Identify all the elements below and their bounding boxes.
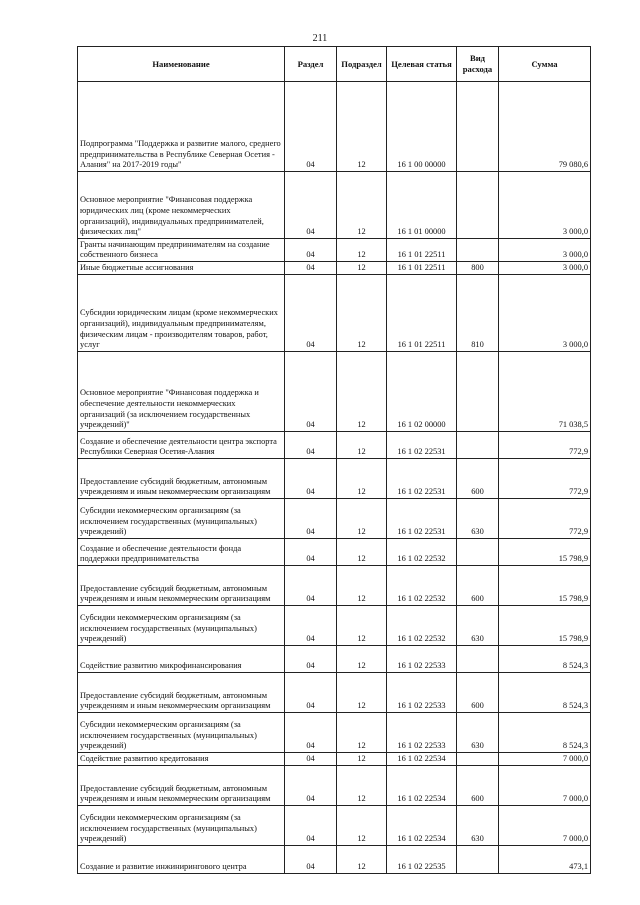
cell-sum: 79 080,6 (499, 82, 591, 172)
cell-razdel: 04 (285, 753, 337, 766)
cell-razdel: 04 (285, 673, 337, 713)
cell-sum: 772,9 (499, 459, 591, 499)
table-header-row (78, 47, 591, 82)
table-row (78, 753, 591, 766)
cell-razdel: 04 (285, 806, 337, 846)
cell-target-article: 16 1 02 22532 (387, 539, 457, 566)
cell-target-article: 16 1 01 22511 (387, 262, 457, 275)
cell-sum: 772,9 (499, 499, 591, 539)
cell-podrazdel: 12 (337, 766, 387, 806)
cell-razdel: 04 (285, 172, 337, 239)
header-name: Наименование (78, 47, 285, 82)
cell-target-article: 16 1 02 22531 (387, 432, 457, 459)
cell-razdel: 04 (285, 646, 337, 673)
cell-target-article: 16 1 02 22535 (387, 846, 457, 874)
cell-target-article: 16 1 02 22533 (387, 713, 457, 753)
table-row (78, 459, 591, 499)
cell-name: Предоставление субсидий бюджетным, автономным учреждениям и иным некоммерческим организациям (78, 766, 285, 806)
cell-podrazdel: 12 (337, 646, 387, 673)
table-row (78, 646, 591, 673)
cell-target-article: 16 1 02 22534 (387, 766, 457, 806)
cell-expense-type: 810 (457, 275, 499, 352)
cell-name: Иные бюджетные ассигнования (78, 262, 285, 275)
cell-podrazdel: 12 (337, 606, 387, 646)
cell-expense-type (457, 753, 499, 766)
cell-expense-type: 600 (457, 566, 499, 606)
cell-target-article: 16 1 02 22532 (387, 566, 457, 606)
cell-target-article: 16 1 00 00000 (387, 82, 457, 172)
cell-target-article: 16 1 02 00000 (387, 352, 457, 432)
cell-expense-type (457, 646, 499, 673)
page-number: 211 (312, 33, 328, 44)
cell-expense-type (457, 846, 499, 874)
table-row (78, 262, 591, 275)
header-sum: Сумма (499, 47, 591, 82)
cell-podrazdel: 12 (337, 352, 387, 432)
cell-target-article: 16 1 02 22532 (387, 606, 457, 646)
table-row (78, 566, 591, 606)
cell-expense-type (457, 82, 499, 172)
cell-podrazdel: 12 (337, 539, 387, 566)
cell-name: Гранты начинающим предпринимателям на создание собственного бизнеса (78, 239, 285, 262)
cell-expense-type: 630 (457, 499, 499, 539)
table-row (78, 766, 591, 806)
cell-name: Содействие развитию кредитования (78, 753, 285, 766)
table-row (78, 673, 591, 713)
cell-podrazdel: 12 (337, 172, 387, 239)
table-row (78, 846, 591, 874)
cell-name: Создание и обеспечение деятельности центра экспорта Республики Северная Осетия-Алания (78, 432, 285, 459)
cell-name: Создание и обеспечение деятельности фонда поддержки предпринимательства (78, 539, 285, 566)
cell-podrazdel: 12 (337, 806, 387, 846)
cell-razdel: 04 (285, 499, 337, 539)
cell-razdel: 04 (285, 846, 337, 874)
cell-razdel: 04 (285, 459, 337, 499)
cell-sum: 7 000,0 (499, 806, 591, 846)
cell-target-article: 16 1 02 22533 (387, 673, 457, 713)
cell-razdel: 04 (285, 606, 337, 646)
cell-razdel: 04 (285, 82, 337, 172)
cell-expense-type: 600 (457, 673, 499, 713)
cell-name: Предоставление субсидий бюджетным, автономным учреждениям и иным некоммерческим организациям (78, 673, 285, 713)
cell-sum: 3 000,0 (499, 275, 591, 352)
cell-sum: 15 798,9 (499, 539, 591, 566)
cell-target-article: 16 1 01 22511 (387, 275, 457, 352)
table-row (78, 432, 591, 459)
cell-target-article: 16 1 01 22511 (387, 239, 457, 262)
cell-expense-type (457, 172, 499, 239)
cell-podrazdel: 12 (337, 432, 387, 459)
table-row (78, 239, 591, 262)
cell-expense-type: 630 (457, 606, 499, 646)
cell-name: Подпрограмма "Поддержка и развитие малого, среднего предпринимательства в Республике Северная Осетия - Алания" на 2017-2019 годы" (78, 82, 285, 172)
cell-razdel: 04 (285, 713, 337, 753)
table-row (78, 713, 591, 753)
cell-razdel: 04 (285, 766, 337, 806)
cell-sum: 7 000,0 (499, 766, 591, 806)
table-row (78, 275, 591, 352)
cell-sum: 71 038,5 (499, 352, 591, 432)
cell-razdel: 04 (285, 566, 337, 606)
table-row (78, 352, 591, 432)
header-podrazdel: Подраздел (337, 47, 387, 82)
cell-target-article: 16 1 02 22534 (387, 753, 457, 766)
cell-podrazdel: 12 (337, 239, 387, 262)
cell-podrazdel: 12 (337, 82, 387, 172)
cell-name: Содействие развитию микрофинансирования (78, 646, 285, 673)
cell-name: Предоставление субсидий бюджетным, автономным учреждениям и иным некоммерческим организациям (78, 566, 285, 606)
cell-name: Предоставление субсидий бюджетным, автономным учреждениям и иным некоммерческим организациям (78, 459, 285, 499)
cell-name: Субсидии некоммерческим организациям (за исключением государственных (муниципальных) учреждений) (78, 713, 285, 753)
cell-name: Основное мероприятие "Финансовая поддержка и обеспечение деятельности некоммерческих организаций (за исключением государственных учреждений)" (78, 352, 285, 432)
cell-name: Субсидии некоммерческим организациям (за исключением государственных (муниципальных) учреждений) (78, 606, 285, 646)
header-target-article: Целевая статья (387, 47, 457, 82)
cell-razdel: 04 (285, 352, 337, 432)
header-razdel: Раздел (285, 47, 337, 82)
cell-expense-type: 800 (457, 262, 499, 275)
cell-razdel: 04 (285, 539, 337, 566)
cell-sum: 3 000,0 (499, 172, 591, 239)
budget-table (77, 46, 591, 874)
cell-sum: 3 000,0 (499, 262, 591, 275)
cell-podrazdel: 12 (337, 566, 387, 606)
cell-podrazdel: 12 (337, 499, 387, 539)
cell-sum: 15 798,9 (499, 566, 591, 606)
cell-razdel: 04 (285, 239, 337, 262)
cell-sum: 8 524,3 (499, 646, 591, 673)
cell-expense-type: 630 (457, 806, 499, 846)
cell-sum: 473,1 (499, 846, 591, 874)
cell-sum: 772,9 (499, 432, 591, 459)
cell-razdel: 04 (285, 432, 337, 459)
table-row (78, 82, 591, 172)
cell-podrazdel: 12 (337, 262, 387, 275)
cell-expense-type (457, 432, 499, 459)
cell-sum: 7 000,0 (499, 753, 591, 766)
cell-expense-type (457, 239, 499, 262)
cell-name: Субсидии некоммерческим организациям (за исключением государственных (муниципальных) учреждений) (78, 806, 285, 846)
cell-expense-type: 600 (457, 766, 499, 806)
table-row (78, 606, 591, 646)
table-row (78, 539, 591, 566)
cell-sum: 15 798,9 (499, 606, 591, 646)
cell-target-article: 16 1 02 22534 (387, 806, 457, 846)
cell-podrazdel: 12 (337, 275, 387, 352)
header-expense-type: Вид расхода (457, 47, 499, 82)
cell-razdel: 04 (285, 262, 337, 275)
cell-podrazdel: 12 (337, 459, 387, 499)
table-row (78, 172, 591, 239)
cell-podrazdel: 12 (337, 846, 387, 874)
cell-expense-type: 600 (457, 459, 499, 499)
cell-name: Субсидии некоммерческим организациям (за исключением государственных (муниципальных) учреждений) (78, 499, 285, 539)
cell-target-article: 16 1 01 00000 (387, 172, 457, 239)
cell-expense-type: 630 (457, 713, 499, 753)
cell-sum: 8 524,3 (499, 713, 591, 753)
cell-name: Основное мероприятие "Финансовая поддержка юридических лиц (кроме некоммерческих организаций), индивидуальных предпринимателей, физических лиц" (78, 172, 285, 239)
cell-razdel: 04 (285, 275, 337, 352)
cell-target-article: 16 1 02 22533 (387, 646, 457, 673)
cell-expense-type (457, 352, 499, 432)
table-row (78, 499, 591, 539)
table-row (78, 806, 591, 846)
cell-podrazdel: 12 (337, 713, 387, 753)
cell-target-article: 16 1 02 22531 (387, 459, 457, 499)
cell-target-article: 16 1 02 22531 (387, 499, 457, 539)
cell-sum: 8 524,3 (499, 673, 591, 713)
cell-name: Создание и развитие инжинирингового центра (78, 846, 285, 874)
cell-sum: 3 000,0 (499, 239, 591, 262)
cell-name: Субсидии юридическим лицам (кроме некоммерческих организаций), индивидуальным предпринимателям, физическим лицам - производителям товаров, работ, услуг (78, 275, 285, 352)
cell-podrazdel: 12 (337, 753, 387, 766)
cell-expense-type (457, 539, 499, 566)
cell-podrazdel: 12 (337, 673, 387, 713)
